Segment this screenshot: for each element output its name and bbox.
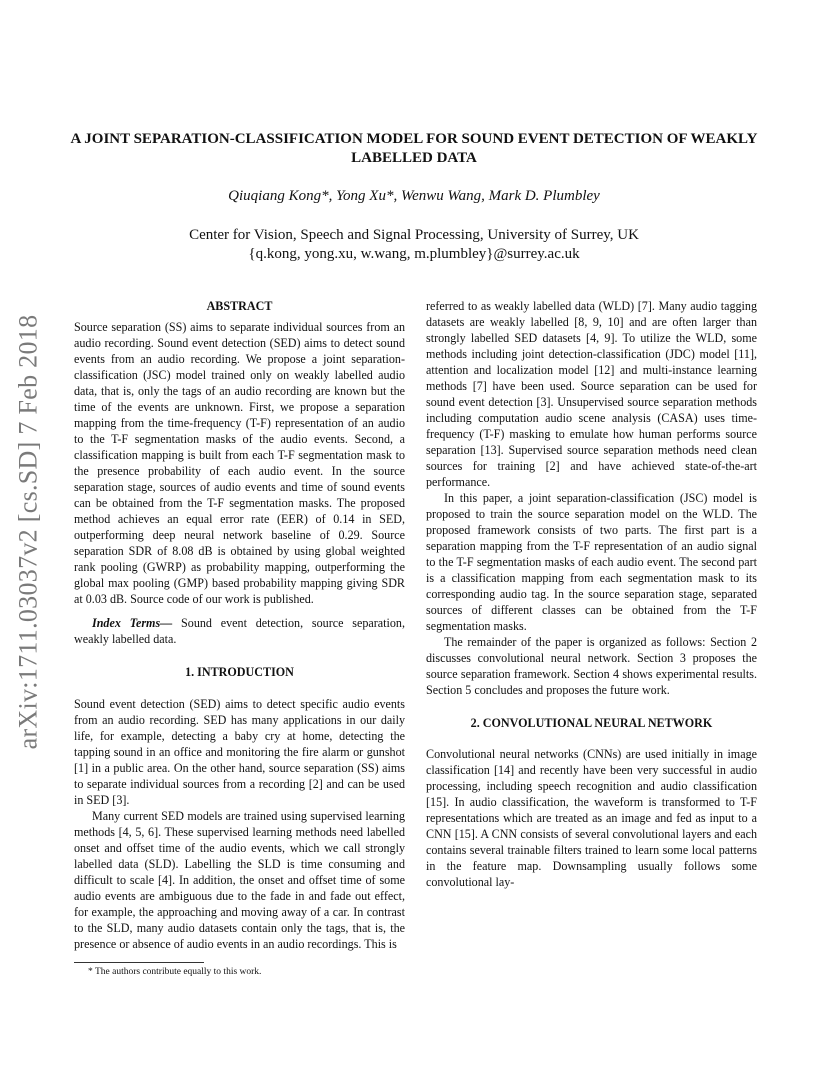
introduction-heading: 1. INTRODUCTION <box>185 665 294 679</box>
paper-title: A JOINT SEPARATION-CLASSIFICATION MODEL FOR SOUND EVENT DETECTION OF WEAKLY LABELLED DATA <box>70 131 758 166</box>
abstract-heading: ABSTRACT <box>206 299 273 313</box>
intro-paragraph-2-continued: referred to as weakly labelled data (WLD) [7]. Many audio tagging datasets are weakly labelled [8, 9, 10] and are often larger than strongly labelled SED datasets [4, 9]. To utilize the WLD, some methods including joint detection-classification (JDC) model [11], attention and localization model [12] and multi-instance learning methods [7] have been used. Source separation can be used for sound event detection [3]. Unsupervised source separation methods including computation audio scene analysis (CASA) uses time-frequency (T-F) masking to emulate how human performs source separation [13]. Supervised source separation methods need clean sources for training [2] and have achieved state-of-the-art performance. <box>426 299 757 489</box>
arxiv-watermark <box>8 292 48 772</box>
index-terms <box>74 615 405 647</box>
intro-paragraph-3: In this paper, a joint separation-classification (JSC) model is proposed to train the source separation model on the WLD. The proposed framework consists of two parts. The first part is a separation mapping from the T-F representation of an audio signal to the T-F segmentation masks of each audio event. The second part is a classification mapping from each segmentation mask to its corresponding audio tag. In the source separation stage, separated sources of different classes can be obtained from the T-F segmentation masks. <box>426 491 757 633</box>
index-terms-label: Index Terms— <box>92 616 173 630</box>
author-list: Qiuqiang Kong*, Yong Xu*, Wenwu Wang, Mark D. Plumbley <box>228 188 600 204</box>
footnote: * The authors contribute equally to this work. <box>88 967 262 977</box>
abstract-text: Source separation (SS) aims to separate individual sources from an audio recording. Sound event detection (SED) aims to detect sound events from an audio recording. We propose a joint separation-classification (JSC) model trained only on weakly labelled audio data, that is, only the tags of an audio recording are known but the time of the events are unknown. First, we propose a separation mapping from the time-frequency (T-F) representation of an audio to the T-F segmentation masks of the audio events. Second, a classification mapping is built from each T-F segmentation mask to the presence probability of each audio event. In the source separation stage, sources of audio events and time of sound events can be obtained from the T-F segmentation masks. The proposed method achieves an equal error rate (EER) of 0.14 in SED, outperforming deep neural network baseline of 0.29. Source separation SDR of 8.08 dB is obtained by using global weighted rank pooling (GWRP) as probability mapping, outperforming the global max pooling (GMP) based probability mapping giving SDR at 0.03 dB. Source code of our work is published. <box>74 320 405 606</box>
affiliation: Center for Vision, Speech and Signal Processing, University of Surrey, UK <box>189 227 639 243</box>
index-terms-text: Sound event detection, source separation, weakly labelled data. <box>74 616 405 646</box>
intro-paragraph-2: Many current SED models are trained using supervised learning methods [4, 5, 6]. These supervised learning methods need labelled onset and offset time of the audio events, which we call strongly labelled data (SLD). Labelling the SLD is time consuming and difficult to scale [4]. In addition, the onset and offset time of some audio events are ambiguous due to the fade in and fade out effect, for example, the approaching and moving away of a car. In contrast to the SLD, many audio datasets contain only the tags, that is, the presence or absence of audio events in an audio recordings. This is <box>74 809 405 951</box>
email-list: {q.kong, yong.xu, w.wang, m.plumbley}@surrey.ac.uk <box>248 246 580 262</box>
cnn-section-heading: 2. CONVOLUTIONAL NEURAL NETWORK <box>470 716 713 730</box>
footnote-rule <box>74 962 204 963</box>
cnn-paragraph-1: Convolutional neural networks (CNNs) are used initially in image classification [14] and recently have been very successful in audio processing, including speech recognition and audio classification [15]. In audio classification, the waveform is transformed to T-F representations which are treated as an image and fed as input to a CNN [15]. A CNN consists of several convolutional layers and each contains several trainable filters trained to learn some local patterns in the feature map. Downsampling usually follows some convolutional lay- <box>426 747 757 889</box>
intro-paragraph-1: Sound event detection (SED) aims to detect specific audio events from an audio recording. SED has many applications in our daily life, for example, detecting a baby cry at home, detecting the tapping sound in an office and monitoring the fire alarm or gunshot [1] in a public area. On the other hand, source separation (SS) aims to separate individual sources from a recording [2] and can be used in SED [3]. <box>74 697 405 807</box>
arxiv-id-text: arXiv:1711.03037v2 [cs.SD] 7 Feb 2018 <box>13 314 42 750</box>
affiliation-block <box>64 226 764 264</box>
right-column <box>426 298 757 890</box>
intro-paragraph-4: The remainder of the paper is organized as follows: Section 2 discusses convolutional neural network. Section 3 proposes the source separation framework. Section 4 shows experimental results. Section 5 concludes and proposes the future work. <box>426 635 757 697</box>
left-column <box>74 298 405 952</box>
